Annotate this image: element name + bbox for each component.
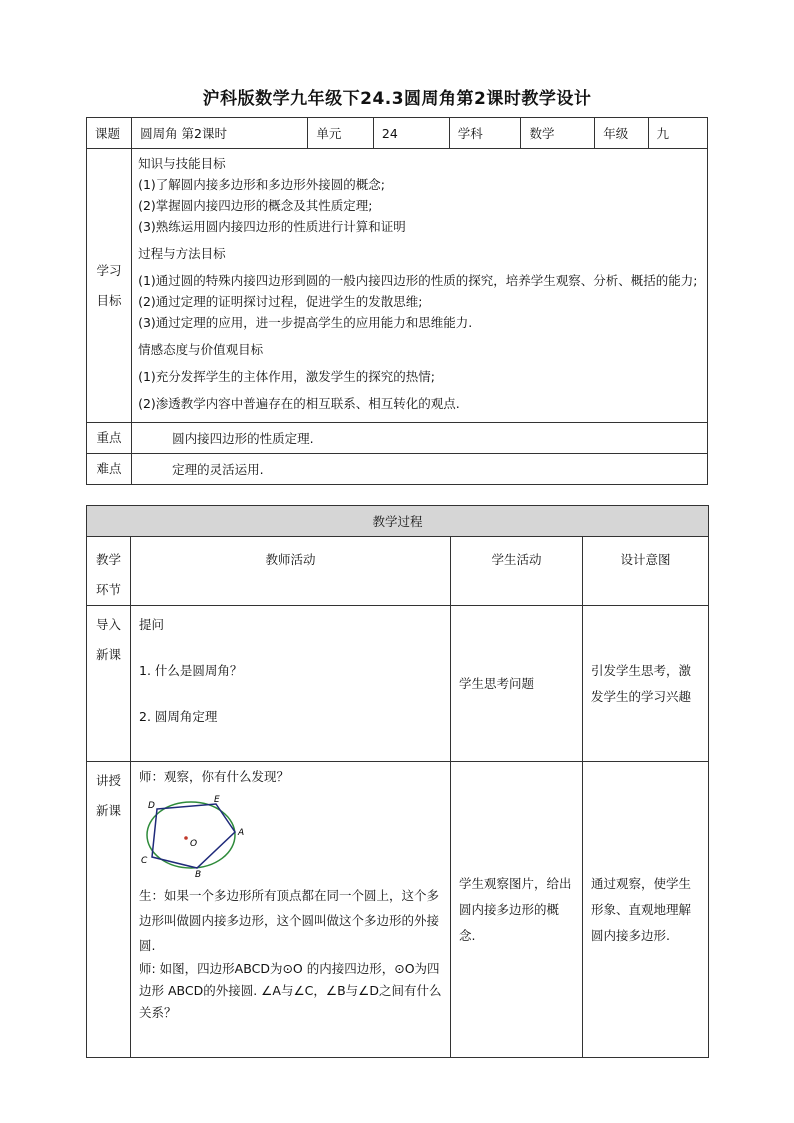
label-d: D: [148, 801, 155, 811]
unit-value: 24: [373, 118, 449, 149]
topic-value: 圆周角 第2课时: [132, 118, 308, 149]
goals-label: [87, 149, 132, 423]
difficulty-label: 难点: [87, 454, 132, 485]
key-point-value: 圆内接四边形的性质定理.: [132, 423, 708, 454]
design-intent-intro: 引发学生思考，激发学生的学习兴趣: [583, 606, 709, 762]
col-stage-header: [87, 537, 131, 606]
inscribed-polygon-figure: [139, 793, 249, 877]
grade-value: 九: [648, 118, 707, 149]
label-e: E: [214, 795, 220, 805]
stage-lecture: [87, 762, 131, 1058]
label-c: C: [141, 856, 148, 866]
goals-row: [87, 149, 708, 423]
knowledge-item: (3)熟练运用圆内接四边形的性质进行计算和证明: [138, 219, 406, 234]
student-activity-lecture: 学生观察图片，给出圆内接多边形的概念.: [451, 762, 583, 1058]
stage-lecture-line2: 新课: [95, 803, 121, 818]
teacher-activity-lecture: [131, 762, 451, 1058]
subject-value: 数学: [521, 118, 595, 149]
goals-content: [132, 149, 708, 423]
knowledge-title: 知识与技能目标: [138, 156, 226, 171]
lesson-info-table: [86, 117, 708, 485]
col-stage-line1: 教学: [95, 552, 121, 567]
teacher-intro: 师：观察，你有什么发现？: [139, 769, 290, 784]
teacher-activity-intro: [131, 606, 451, 762]
process-header-row: [87, 537, 709, 606]
label-b: B: [195, 870, 202, 877]
teacher-definition: 生：如果一个多边形所有顶点都在同一个圆上，这个多边形叫做圆内接多边形，这个圆叫做这个多边形的外接圆.: [139, 888, 440, 953]
teaching-process-table: [86, 505, 709, 1058]
key-point-label: 重点: [87, 423, 132, 454]
emotion-item: (1)充分发挥学生的主体作用，激发学生的探究的热情;: [138, 369, 435, 384]
stage-intro-line2: 新课: [95, 647, 121, 662]
key-point-row: [87, 423, 708, 454]
page-title: 沪科版数学九年级下24.3圆周角第2课时教学设计: [202, 89, 592, 109]
teacher-line: 提问: [139, 617, 165, 632]
difficulty-row: [87, 454, 708, 485]
label-o: O: [190, 839, 198, 849]
col-student-header: 学生活动: [451, 537, 583, 606]
goals-label-line2: 目标: [96, 292, 122, 308]
process-title: 过程与方法目标: [138, 246, 226, 261]
process-item: (3)通过定理的应用，进一步提高学生的应用能力和思维能力.: [138, 315, 473, 330]
process-row-lecture: [87, 762, 709, 1058]
emotion-title: 情感态度与价值观目标: [138, 342, 264, 357]
teacher-line: 1. 什么是圆周角？: [139, 663, 243, 678]
teacher-question: 师: 如图，四边形ABCD为⊙O 的内接四边形，⊙O为四边形 ABCD的外接圆. ∠A与∠C，∠B与∠D之间有什么关系？: [139, 961, 442, 1020]
header-row: [87, 118, 708, 149]
grade-label: 年级: [595, 118, 648, 149]
topic-label: 课题: [87, 118, 132, 149]
process-item: (1)通过圆的特殊内接四边形到圆的一般内接四边形的性质的探究，培养学生观察、分析、概括的能力;: [138, 273, 698, 288]
process-section-title: 教学过程: [87, 506, 709, 537]
process-row-intro: [87, 606, 709, 762]
student-activity-intro: 学生思考问题: [451, 606, 583, 762]
emotion-item: (2)渗透教学内容中普遍存在的相互联系、相互转化的观点.: [138, 396, 460, 411]
center-point: [184, 836, 188, 840]
goals-label-line1: 学习: [96, 262, 122, 278]
stage-intro-line1: 导入: [95, 617, 121, 632]
stage-intro: [87, 606, 131, 762]
design-intent-lecture: 通过观察，使学生形象、直观地理解圆内接多边形.: [583, 762, 709, 1058]
knowledge-item: (1)了解圆内接多边形和多边形外接圆的概念;: [138, 177, 385, 192]
col-design-header: 设计意图: [583, 537, 709, 606]
col-teacher-header: 教师活动: [131, 537, 451, 606]
unit-label: 单元: [308, 118, 374, 149]
difficulty-value: 定理的灵活运用.: [132, 454, 708, 485]
col-stage-line2: 环节: [95, 582, 121, 597]
process-item: (2)通过定理的证明探讨过程，促进学生的发散思维;: [138, 294, 423, 309]
stage-lecture-line1: 讲授: [95, 773, 121, 788]
label-a: A: [238, 828, 245, 838]
knowledge-item: (2)掌握圆内接四边形的概念及其性质定理;: [138, 198, 373, 213]
subject-label: 学科: [449, 118, 521, 149]
teacher-line: 2. 圆周角定理: [139, 709, 218, 724]
